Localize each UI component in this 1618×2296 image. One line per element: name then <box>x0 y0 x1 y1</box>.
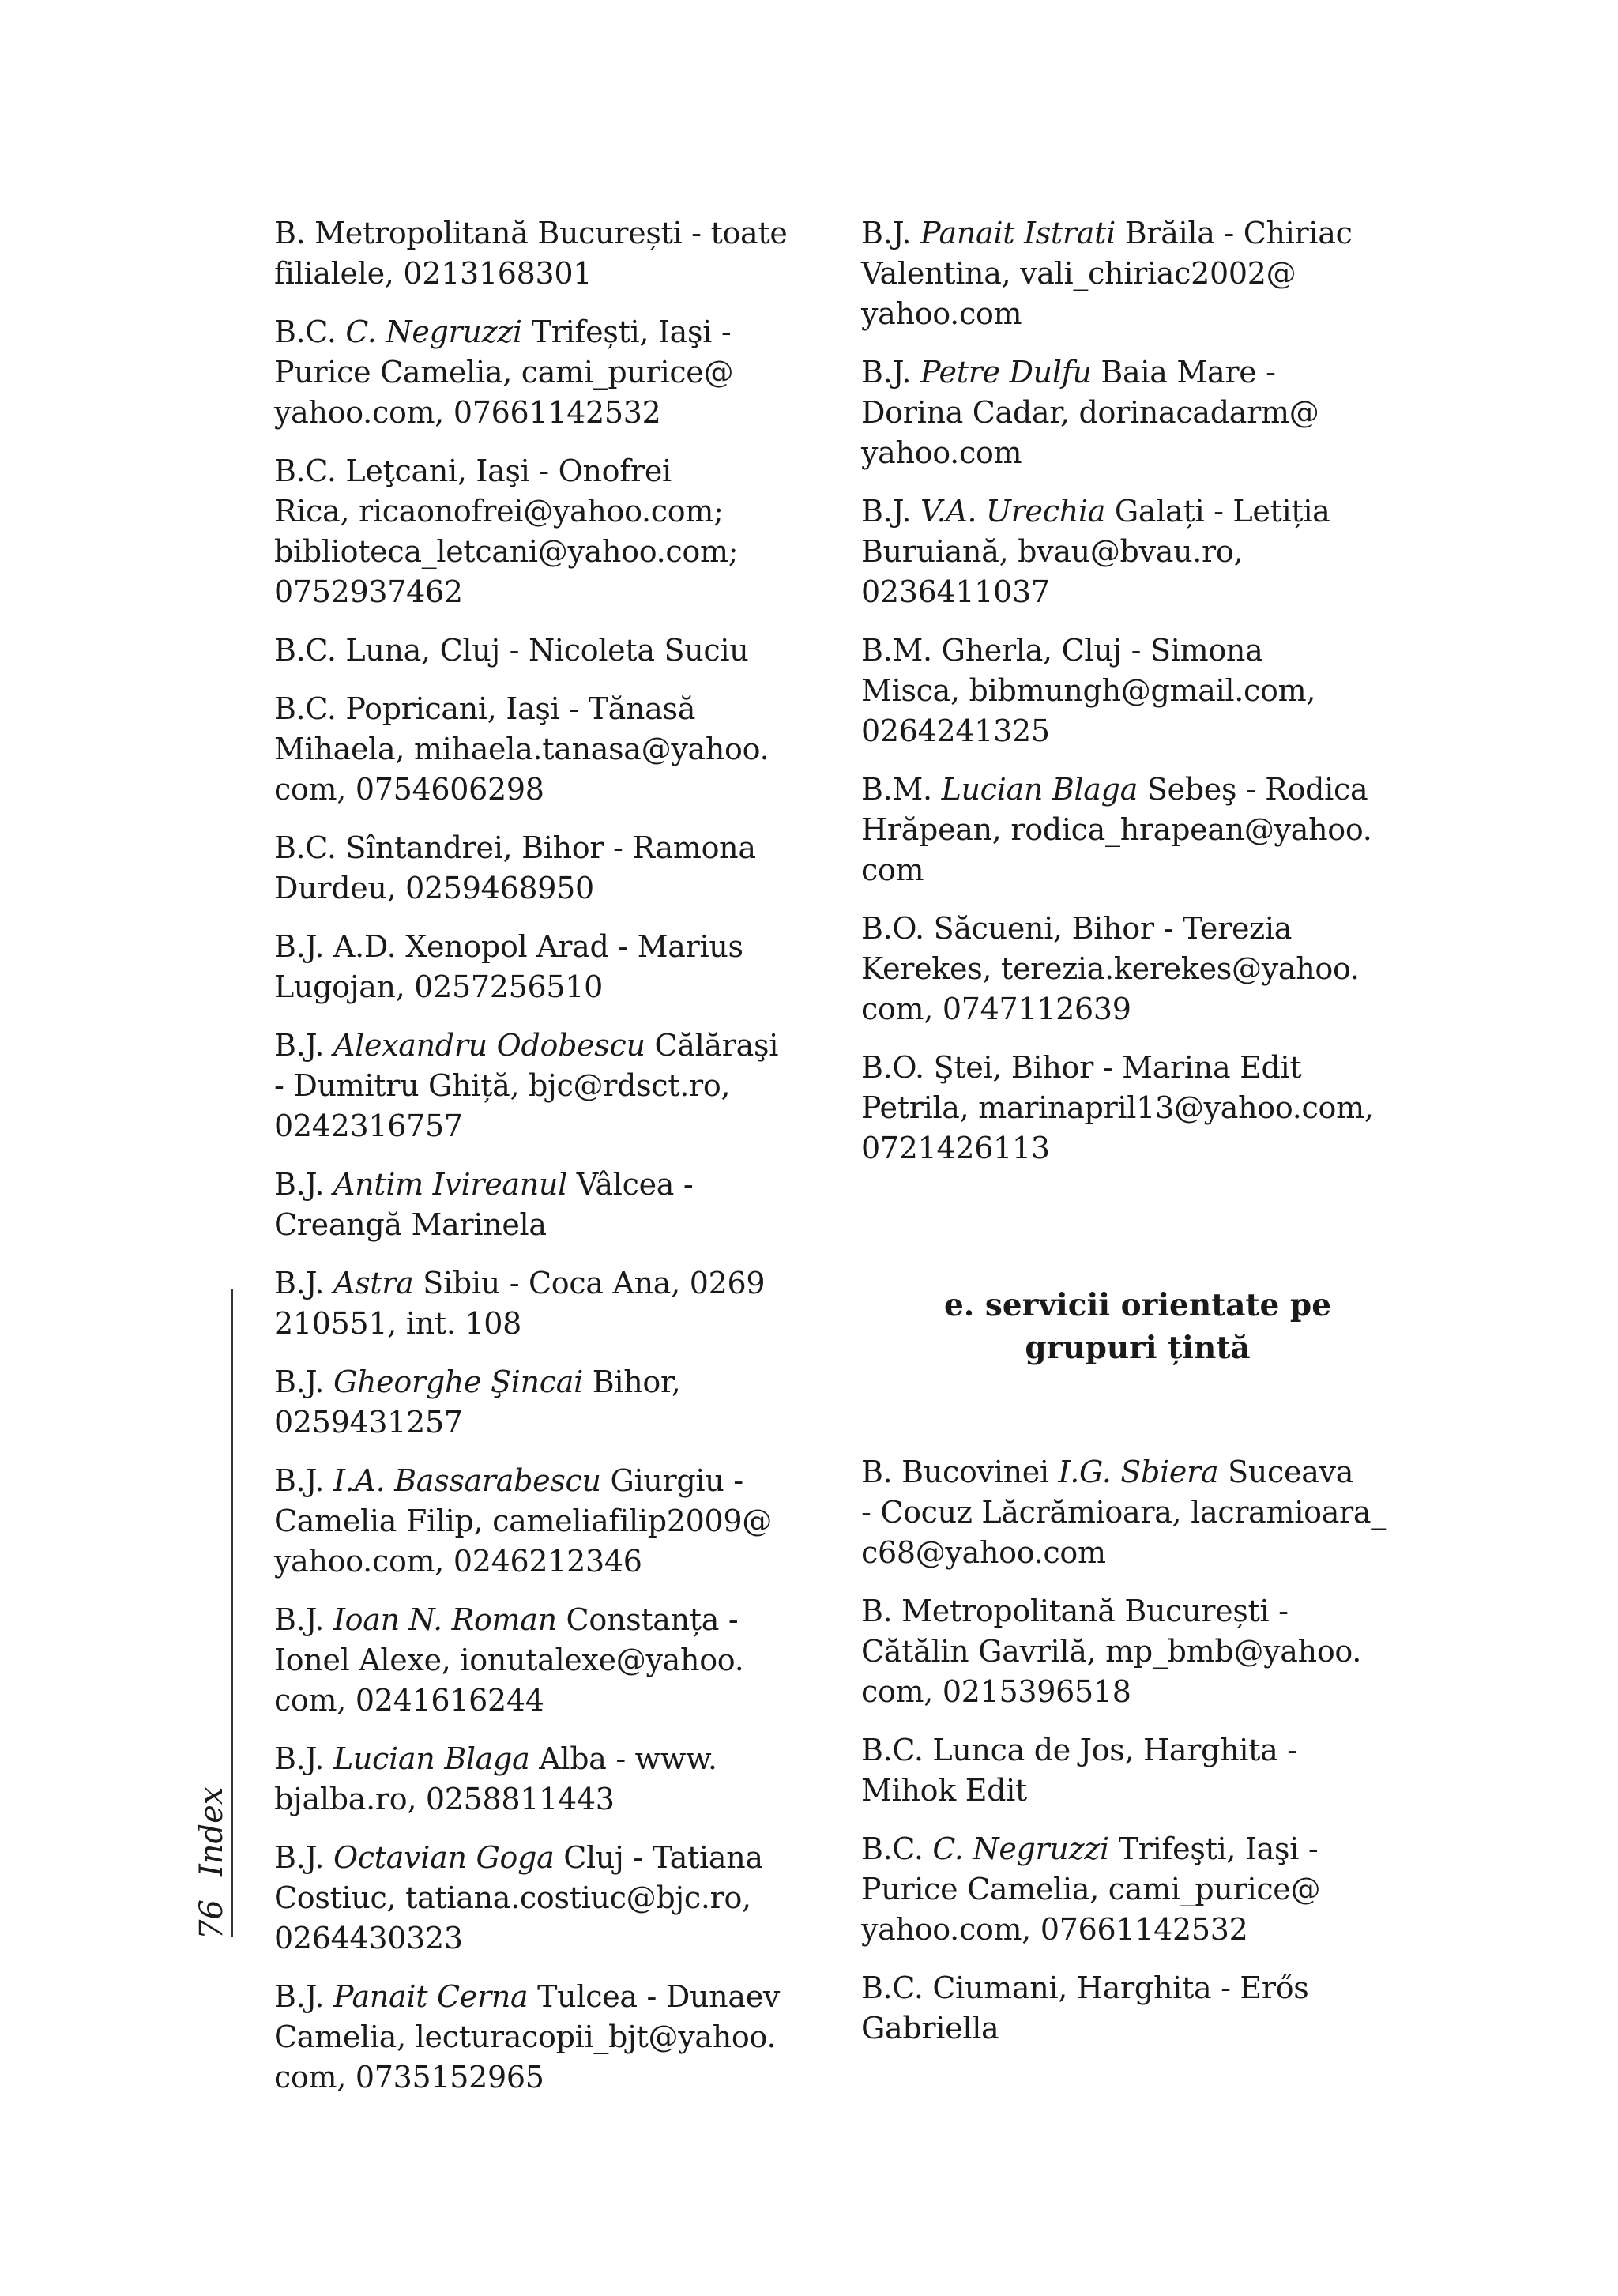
library-entry <box>274 1977 827 2098</box>
library-entry <box>861 352 1414 473</box>
library-name-italic: Lucian Blaga <box>941 772 1138 807</box>
library-entry <box>861 213 1414 334</box>
library-name-italic: I.A. Bassarabescu <box>333 1463 601 1498</box>
entry-text: B. Metropolitană București - toate filialele, 0213168301 <box>274 216 788 291</box>
library-name-italic: Ioan N. Roman <box>333 1602 557 1637</box>
left-column <box>274 213 827 2116</box>
entry-text: B.O. Săcueni, Bihor - Terezia Kerekes, terezia.kerekes@yahoo. com, 0747112639 <box>861 911 1360 1026</box>
entry-text: B. Metropolitană București - Cătălin Gavrilă, mp_bmb@yahoo. com, 0215396518 <box>861 1594 1362 1709</box>
entry-text: Tulcea - Dunaev Camelia, lecturacopii_bjt@yahoo. com, 0735152965 <box>274 1979 781 2095</box>
library-name-italic: Antim Ivireanul <box>333 1167 567 1202</box>
entry-text: B.C. <box>274 314 346 349</box>
library-entry <box>274 1461 827 1582</box>
entry-text: Baia Mare - Dorina Cadar, dorinacadarm@ yahoo.com <box>861 355 1319 470</box>
library-entry <box>861 1591 1414 1712</box>
library-entry <box>274 828 827 909</box>
entry-text: B.J. <box>274 1602 333 1637</box>
library-name-italic: Panait Cerna <box>333 1979 529 2014</box>
library-name-italic: Gheorghe Şincai <box>333 1364 583 1399</box>
library-entry <box>861 1452 1414 1573</box>
entry-text: Vâlcea - Creangă Marinela <box>274 1167 694 1242</box>
entry-text: Giurgiu - Camelia Filip, cameliafilip2009@ yahoo.com, 0246212346 <box>274 1463 772 1579</box>
library-name-italic: C. Negruzzi <box>932 1831 1109 1866</box>
library-entry <box>274 451 827 612</box>
library-entry <box>861 1730 1414 1811</box>
library-entry <box>861 770 1414 890</box>
entry-text: B.C. Popricani, Iaşi - Tănasă Mihaela, mihaela.tanasa@yahoo. com, 0754606298 <box>274 691 769 807</box>
entry-text: Călăraşi - Dumitru Ghiță, bjc@rdsct.ro, 0242316757 <box>274 1028 779 1143</box>
running-title: Index <box>194 1786 230 1876</box>
entry-text: B.J. <box>274 1840 333 1875</box>
entry-text: B.J. <box>274 1741 333 1776</box>
entry-text: B.M. <box>861 772 942 807</box>
library-name-italic: V.A. Urechia <box>920 494 1106 529</box>
entry-text: B.C. Luna, Cluj - Nicoleta Suciu <box>274 633 749 668</box>
library-entry <box>274 927 827 1007</box>
library-name-italic: C. Negruzzi <box>345 314 522 349</box>
library-name-italic: I.G. Sbiera <box>1058 1455 1219 1489</box>
library-entry <box>274 213 827 294</box>
entry-text: B.J. <box>861 494 920 529</box>
entry-text: B.J. <box>274 1266 333 1300</box>
entry-text: Trifești, Iaşi - Purice Camelia, cami_purice@ yahoo.com, 07661142532 <box>274 314 734 430</box>
entry-text: B.J. A.D. Xenopol Arad - Marius Lugojan, 0257256510 <box>274 929 743 1004</box>
library-entry <box>861 491 1414 612</box>
entry-text: B.C. Sîntandrei, Bihor - Ramona Durdeu, 0259468950 <box>274 830 756 905</box>
entry-text: Bihor, 0259431257 <box>274 1364 681 1440</box>
entry-text: B. Bucovinei <box>861 1455 1059 1489</box>
entry-text: Galați - Letiția Buruiană, bvau@bvau.ro, 0236411037 <box>861 494 1330 609</box>
right-column-bottom <box>861 1452 1414 2067</box>
entry-text: B.C. Lunca de Jos, Harghita - Mihok Edit <box>861 1733 1297 1808</box>
library-entry <box>861 1968 1414 2049</box>
entry-text: B.J. <box>274 1167 333 1202</box>
entry-text: Alba - www. bjalba.ro, 0258811443 <box>274 1741 717 1816</box>
entry-text: Sebeş - Rodica Hrăpean, rodica_hrapean@yahoo. com <box>861 772 1372 887</box>
entry-text: B.C. <box>861 1831 933 1866</box>
library-entry <box>861 1048 1414 1169</box>
entry-text: B.M. Gherla, Cluj - Simona Misca, bibmungh@gmail.com, 0264241325 <box>861 633 1316 748</box>
entry-text: B.O. Ştei, Bihor - Marina Edit Petrila, marinapril13@yahoo.com, 0721426113 <box>861 1050 1374 1165</box>
library-entry <box>274 1263 827 1344</box>
entry-text: Constanța - Ionel Alexe, ionutalexe@yahoo. com, 0241616244 <box>274 1602 744 1718</box>
library-entry <box>274 689 827 810</box>
entry-text: Trifeşti, Iaşi - Purice Camelia, cami_purice@ yahoo.com, 07661142532 <box>861 1831 1321 1947</box>
library-entry <box>861 1829 1414 1950</box>
library-entry <box>274 1362 827 1443</box>
library-entry <box>861 909 1414 1029</box>
library-name-italic: Octavian Goga <box>333 1840 555 1875</box>
entry-text: B.J. <box>861 216 920 250</box>
library-entry <box>274 1026 827 1146</box>
library-entry <box>274 1165 827 1245</box>
library-name-italic: Petre Dulfu <box>920 355 1092 390</box>
right-column-top <box>861 213 1414 1187</box>
library-entry <box>274 1838 827 1959</box>
entry-text: Brăila - Chiriac Valentina, vali_chiriac2002@ yahoo.com <box>861 216 1353 331</box>
library-name-italic: Astra <box>333 1266 414 1300</box>
library-entry <box>274 630 827 671</box>
library-name-italic: Lucian Blaga <box>333 1741 530 1776</box>
entry-text: Sibiu - Coca Ana, 0269 210551, int. 108 <box>274 1266 766 1341</box>
library-entry <box>274 312 827 433</box>
entry-text: B.J. <box>274 1979 333 2014</box>
library-entry <box>274 1739 827 1820</box>
entry-text: B.C. Ciumani, Harghita - Erős Gabriella <box>861 1970 1309 2046</box>
library-name-italic: Panait Istrati <box>920 216 1116 250</box>
section-heading: e. servicii orientate pe grupuri țintă <box>943 1287 1332 1366</box>
library-entry <box>861 630 1414 751</box>
entry-text: B.J. <box>274 1463 333 1498</box>
page-number: 76 <box>194 1899 230 1940</box>
entry-text: B.C. Leţcani, Iaşi - Onofrei Rica, ricaonofrei@yahoo.com; biblioteca_letcani@yahoo.com; 0752937462 <box>274 454 739 609</box>
entry-text: B.J. <box>274 1364 333 1399</box>
entry-text: B.J. <box>861 355 920 390</box>
library-name-italic: Alexandru Odobescu <box>333 1028 645 1063</box>
running-header <box>194 1786 241 1948</box>
library-entry <box>274 1600 827 1721</box>
entry-text: Cluj - Tatiana Costiuc, tatiana.costiuc@bjc.ro, 0264430323 <box>274 1840 763 1955</box>
entry-text: B.J. <box>274 1028 333 1063</box>
entry-text: Suceava - Cocuz Lăcrămioara, lacramioara_ c68@yahoo.com <box>861 1455 1386 1570</box>
